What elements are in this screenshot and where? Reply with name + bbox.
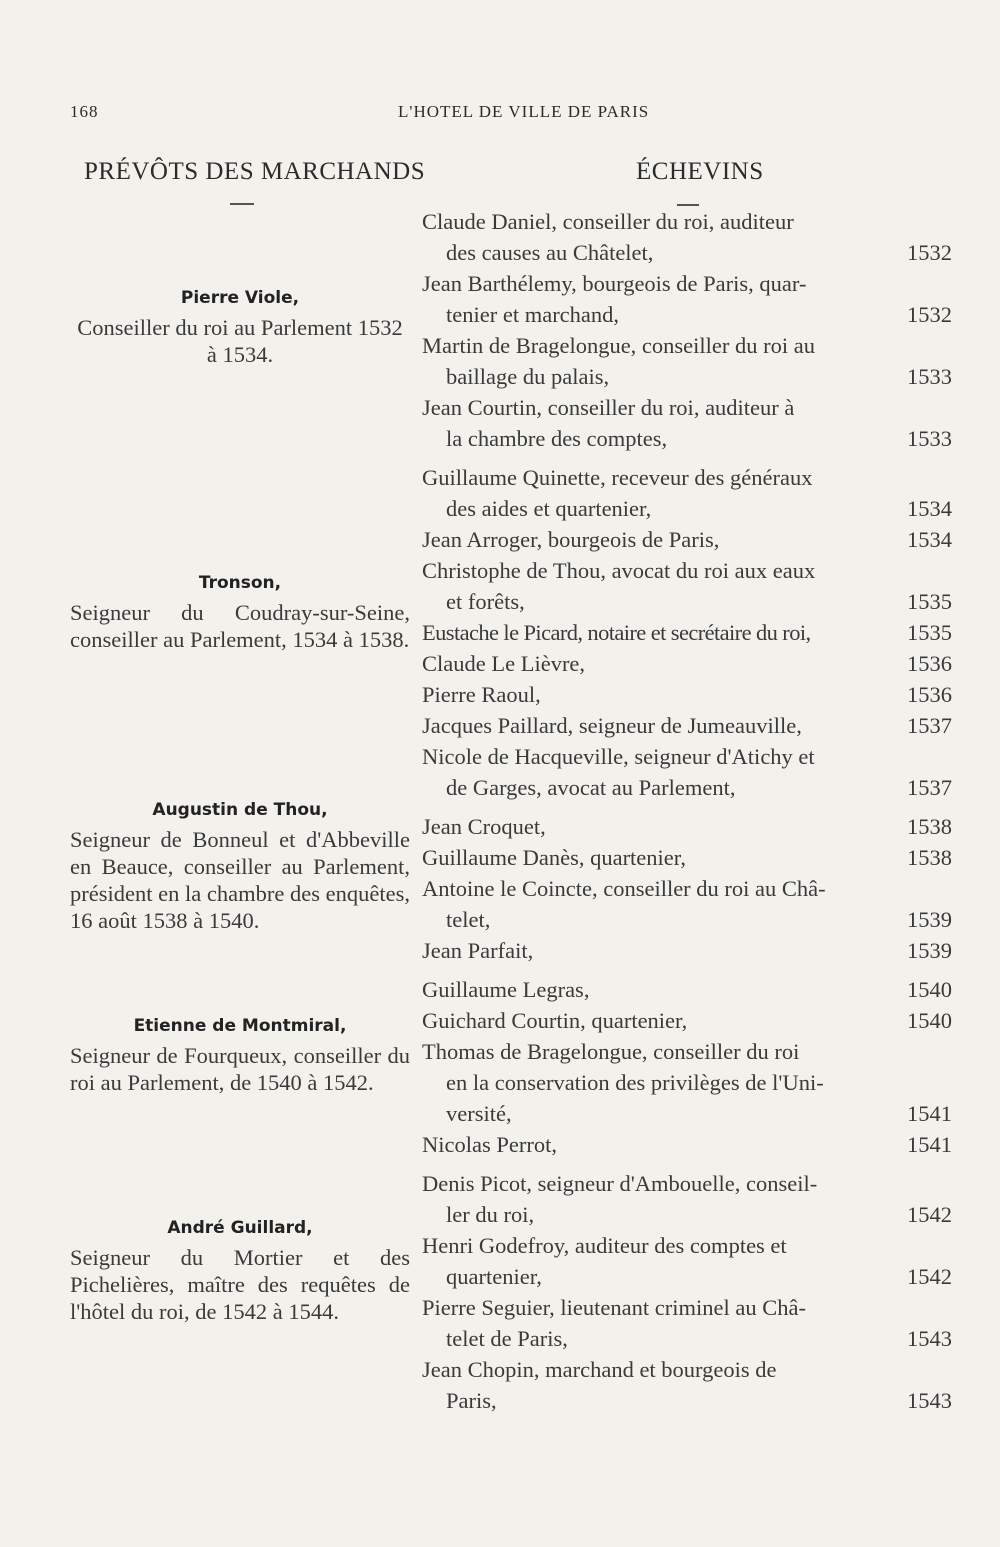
echevin-line: Jacques Paillard, seigneur de Jumeauville, [422, 713, 802, 738]
echevin-entry [422, 842, 952, 873]
echevin-entry [422, 811, 952, 842]
echevin-entry [422, 710, 952, 741]
prevot-entry [70, 570, 410, 653]
echevin-year: 1539 [907, 907, 952, 932]
prevot-name: André Guillard, [167, 1218, 313, 1238]
echevin-line: la chambre des comptes, [446, 426, 668, 451]
echevin-line: des causes au Châtelet, [446, 240, 654, 265]
echevin-year: 1538 [907, 814, 952, 839]
echevin-line: Jean Parfait, [422, 938, 534, 963]
echevin-year: 1542 [907, 1264, 952, 1289]
echevin-line: Henri Godefroy, auditeur des comptes et [422, 1233, 787, 1258]
echevin-entry [422, 462, 952, 524]
echevin-entry [422, 741, 952, 803]
prevot-name: Augustin de Thou, [152, 800, 328, 820]
echevin-year: 1540 [907, 1008, 952, 1033]
section-gap [422, 966, 952, 974]
page-header [0, 102, 1000, 126]
echevin-line: Nicolas Perrot, [422, 1132, 557, 1157]
echevin-year: 1535 [907, 589, 952, 614]
echevin-line: versité, [446, 1101, 512, 1126]
echevin-year: 1535 [907, 620, 952, 645]
echevin-line: Guillaume Legras, [422, 977, 590, 1002]
echevin-line: Martin de Bragelongue, conseiller du roi au [422, 333, 816, 358]
prevot-entry [70, 797, 410, 934]
prevot-name: Etienne de Montmiral, [133, 1016, 347, 1036]
echevin-year: 1536 [907, 651, 952, 676]
echevin-line: Antoine le Coincte, conseiller du roi au Châ- [422, 876, 826, 901]
echevin-year: 1536 [907, 682, 952, 707]
echevin-entry [422, 648, 952, 679]
echevin-line: quartenier, [446, 1264, 542, 1289]
echevin-line: Eustache le Picard, notaire et secrétaire du roi, [422, 620, 811, 645]
echevin-year: 1534 [907, 496, 952, 521]
echevin-year: 1533 [907, 426, 952, 451]
echevin-entry [422, 1036, 952, 1129]
echevin-line: Guichard Courtin, quartenier, [422, 1008, 688, 1033]
column-title-prevots: PRÉVÔTS DES MARCHANDS [84, 158, 426, 185]
echevin-entry [422, 974, 952, 1005]
echevin-line: Claude Le Lièvre, [422, 651, 586, 676]
prevot-entry [70, 1013, 410, 1096]
echevin-line: et forêts, [446, 589, 525, 614]
echevin-line: Paris, [446, 1388, 497, 1413]
prevot-name: Tronson, [198, 573, 282, 593]
echevin-line: Jean Courtin, conseiller du roi, auditeur à [422, 395, 795, 420]
section-gap [422, 454, 952, 462]
echevin-year: 1537 [907, 775, 952, 800]
prevot-entry [70, 1215, 410, 1325]
prevot-description: Conseiller du roi au Parlement 1532 à 1534. [77, 315, 403, 367]
column-title-echevins: ÉCHEVINS [636, 158, 764, 185]
echevin-entry [422, 1129, 952, 1160]
section-gap [422, 1160, 952, 1168]
prevot-entry [70, 285, 410, 368]
echevin-entry [422, 206, 952, 268]
echevin-line: de Garges, avocat au Parlement, [446, 775, 736, 800]
echevin-line: Nicole de Hacqueville, seigneur d'Atichy et [422, 744, 815, 769]
prevot-description: Seigneur de Fourqueux, conseiller du roi au Parlement, de 1540 à 1542. [70, 1043, 410, 1095]
echevin-entry [422, 268, 952, 330]
echevin-year: 1541 [907, 1132, 952, 1157]
echevin-line: des aides et quartenier, [446, 496, 652, 521]
echevin-line: baillage du palais, [446, 364, 610, 389]
echevin-entry [422, 1354, 952, 1416]
echevin-year: 1540 [907, 977, 952, 1002]
echevin-line: Jean Chopin, marchand et bourgeois de [422, 1357, 777, 1382]
section-gap [422, 803, 952, 811]
echevin-year: 1534 [907, 527, 952, 552]
echevin-year: 1539 [907, 938, 952, 963]
echevin-entry [422, 555, 952, 617]
echevin-entry [422, 330, 952, 392]
echevin-entry [422, 1168, 952, 1230]
echevins-list [422, 206, 952, 1416]
echevin-line: Denis Picot, seigneur d'Ambouelle, conseil- [422, 1171, 818, 1196]
echevin-line: tenier et marchand, [446, 302, 620, 327]
echevin-year: 1533 [907, 364, 952, 389]
echevin-year: 1532 [907, 302, 952, 327]
prevot-description: Seigneur du Mortier et des Pichelières, maître des requêtes de l'hôtel du roi, de 1542 à 1544. [70, 1245, 410, 1324]
echevin-entry [422, 935, 952, 966]
echevin-line: Jean Barthélemy, bourgeois de Paris, quar- [422, 271, 807, 296]
running-title: L'HOTEL DE VILLE DE PARIS [398, 102, 650, 121]
echevin-year: 1532 [907, 240, 952, 265]
echevin-line: Guillaume Quinette, receveur des généraux [422, 465, 813, 490]
prevot-description: Seigneur du Coudray-sur-Seine, conseiller au Parlement, 1534 à 1538. [70, 600, 410, 652]
echevin-line: Jean Croquet, [422, 814, 546, 839]
echevin-line: en la conservation des privilèges de l'Uni- [446, 1070, 824, 1095]
echevin-year: 1541 [907, 1101, 952, 1126]
echevin-entry [422, 873, 952, 935]
echevin-entry [422, 392, 952, 454]
echevin-year: 1543 [907, 1388, 952, 1413]
echevin-line: Pierre Raoul, [422, 682, 541, 707]
echevin-year: 1537 [907, 713, 952, 738]
echevin-line: ler du roi, [446, 1202, 535, 1227]
prevot-name: Pierre Viole, [180, 288, 300, 308]
echevin-entry [422, 617, 952, 648]
echevin-year: 1538 [907, 845, 952, 870]
echevin-line: Christophe de Thou, avocat du roi aux eaux [422, 558, 816, 583]
echevin-entry [422, 524, 952, 555]
echevin-year: 1543 [907, 1326, 952, 1351]
echevin-line: Thomas de Bragelongue, conseiller du roi [422, 1039, 800, 1064]
echevin-entry [422, 1230, 952, 1292]
echevin-year: 1542 [907, 1202, 952, 1227]
title-dash-left [230, 203, 254, 205]
echevin-entry [422, 1005, 952, 1036]
echevin-line: Jean Arroger, bourgeois de Paris, [422, 527, 720, 552]
echevin-entry [422, 679, 952, 710]
echevin-line: telet de Paris, [446, 1326, 568, 1351]
echevin-line: Claude Daniel, conseiller du roi, auditeur [422, 209, 794, 234]
echevin-line: Pierre Seguier, lieutenant criminel au Châ- [422, 1295, 806, 1320]
echevin-entry [422, 1292, 952, 1354]
page-number: 168 [70, 102, 99, 121]
prevot-description: Seigneur de Bonneul et d'Abbeville en Beauce, conseiller au Parlement, président en la chambre des enquêtes, 16 août 1538 à 1540. [70, 827, 410, 933]
echevin-line: Guillaume Danès, quartenier, [422, 845, 687, 870]
echevin-line: telet, [446, 907, 491, 932]
